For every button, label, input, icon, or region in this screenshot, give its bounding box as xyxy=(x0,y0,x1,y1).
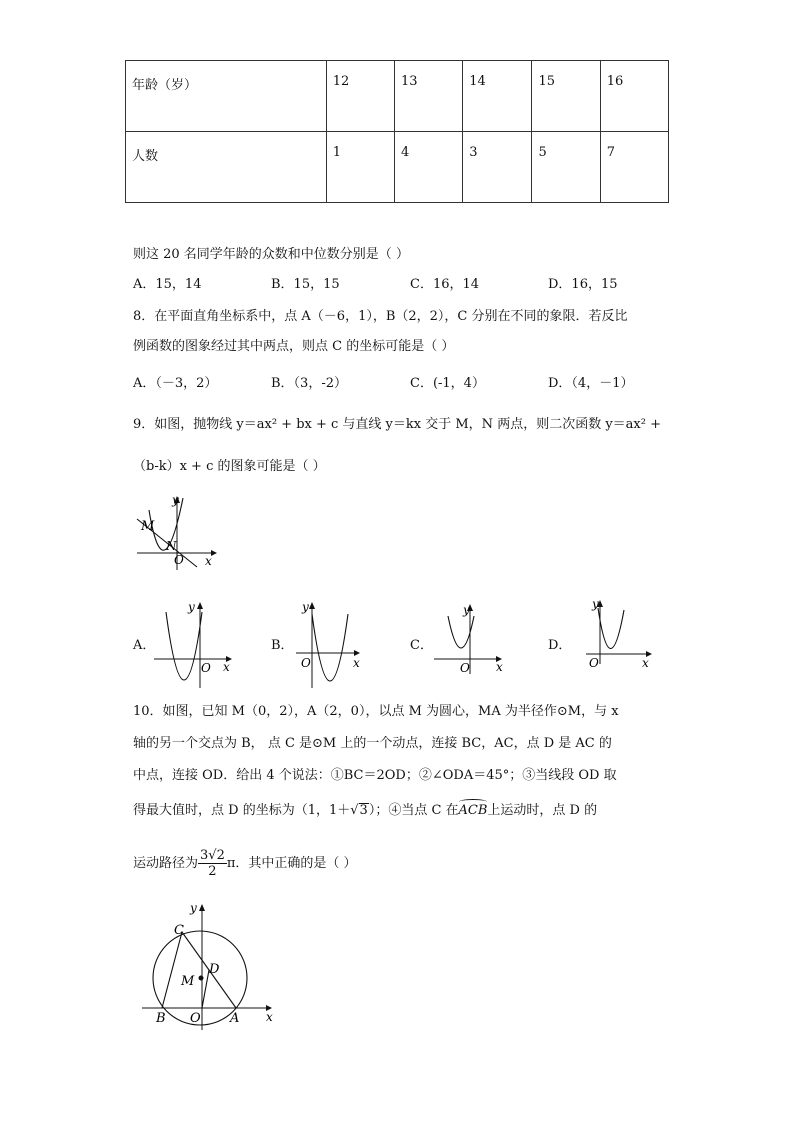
label-y: y xyxy=(190,901,197,915)
q9-option-b-label: B． xyxy=(271,638,294,653)
q10-line-4 xyxy=(133,802,597,820)
arrow-up-icon xyxy=(197,602,203,609)
q10-line-1: 10．如图，已知 M（0，2），A（2，0），以点 M 为圆心，MA 为半径作⊙M，与 x xyxy=(133,704,619,719)
label-a: A xyxy=(230,1011,240,1026)
table-row xyxy=(126,61,669,132)
label-n: N xyxy=(166,539,177,553)
q8-option-a: A．（－3，2） xyxy=(133,376,218,391)
label-c: C xyxy=(174,923,184,938)
label-m: M xyxy=(141,519,155,534)
label-x: x xyxy=(205,554,212,568)
q9-option-c-label: C． xyxy=(410,638,433,653)
q9-option-c-graph xyxy=(430,596,510,676)
label-x: x xyxy=(353,656,360,670)
x-axis-arrow-icon xyxy=(211,550,217,556)
q10-line-5-part-a: 运动路径为 xyxy=(133,856,199,871)
segment-bc xyxy=(162,932,182,1008)
q9-main-figure xyxy=(133,492,218,572)
q8-line-2: 例函数的图象经过其中两点，则点 C 的坐标可能是（ ） xyxy=(133,339,455,354)
q10-line-4-part-c: 上运动时，点 D 的 xyxy=(487,803,598,818)
table-cell: 3 xyxy=(463,132,532,203)
table-cell: 12 xyxy=(326,61,394,132)
label-x: x xyxy=(642,656,649,670)
table-cell: 7 xyxy=(600,132,668,203)
label-x: x xyxy=(223,660,230,674)
table-cell: 4 xyxy=(394,132,462,203)
arc-acb: ACB xyxy=(458,803,488,818)
sqrt-symbol: √ xyxy=(350,803,359,818)
age-table xyxy=(125,60,669,203)
table-cell: 年龄（岁） xyxy=(126,61,327,132)
point-m xyxy=(199,976,204,981)
fraction-numerator: 3√2 xyxy=(200,848,225,863)
label-y: y xyxy=(592,597,599,611)
arrow-up-icon xyxy=(309,602,315,609)
label-m: M xyxy=(181,974,195,989)
parabola-curve xyxy=(312,614,348,681)
q10-line-5 xyxy=(133,848,357,879)
q7-stem: 则这 20 名同学年龄的众数和中位数分别是（ ） xyxy=(133,247,409,262)
table-cell: 1 xyxy=(326,132,394,203)
parabola-curve xyxy=(598,608,624,649)
table-cell: 人数 xyxy=(126,132,327,203)
q9-option-a-label: A． xyxy=(133,638,156,653)
parabola-curve xyxy=(166,612,202,680)
label-b: B xyxy=(156,1011,166,1026)
q10-line-4-part-b: ）；④当点 C 在 xyxy=(368,803,459,818)
label-o: O xyxy=(460,661,470,675)
q9-option-b-graph xyxy=(292,596,382,691)
q7-option-c: C．16，14 xyxy=(410,277,480,292)
q9-line-1: 9．如图，抛物线 y＝ax² + bx + c 与直线 y＝kx 交于 M，N 两点，则二次函数 y＝ax² + xyxy=(133,417,661,432)
label-y: y xyxy=(302,600,309,614)
q10-line-2: 轴的另一个交点为 B， 点 C 是⊙M 上的一个动点，连接 BC，AC，点 D 是 AC 的 xyxy=(133,736,612,751)
y-axis-arrow-icon xyxy=(199,904,205,911)
fraction xyxy=(198,848,227,879)
label-o: O xyxy=(589,656,599,670)
q7-option-d: D．16，15 xyxy=(548,277,618,292)
table-cell: 16 xyxy=(600,61,668,132)
q8-option-c: C．(-1，4） xyxy=(410,376,485,391)
label-o: O xyxy=(201,661,211,675)
fraction-denominator: 2 xyxy=(208,864,217,879)
table-cell: 15 xyxy=(532,61,600,132)
q10-line-3: 中点，连接 OD．给出 4 个说法：①BC＝2OD；②∠ODA＝45°；③当线段 OD 取 xyxy=(133,768,617,783)
label-o: O xyxy=(301,656,311,670)
label-o: O xyxy=(174,553,184,567)
label-d: D xyxy=(209,962,220,977)
label-x: x xyxy=(266,1010,273,1024)
q9-line-2: （b-k）x + c 的图象可能是（ ） xyxy=(133,459,326,474)
table-row xyxy=(126,132,669,203)
q9-option-d-graph xyxy=(582,594,662,674)
q8-option-b: B．（3，-2） xyxy=(271,376,347,391)
q7-option-a: A．15，14 xyxy=(133,277,202,292)
q9-option-d-label: D． xyxy=(548,638,572,653)
sqrt-radicand: 3 xyxy=(359,803,368,818)
label-x: x xyxy=(496,660,503,674)
label-y: y xyxy=(463,603,470,617)
q10-line-5-part-b: π．其中正确的是（ ） xyxy=(226,856,357,871)
q8-option-d: D．（4，－1） xyxy=(548,376,634,391)
table-cell: 13 xyxy=(394,61,462,132)
q7-option-b: B．15，15 xyxy=(271,277,340,292)
table-cell: 5 xyxy=(532,132,600,203)
q8-line-1: 8．在平面直角坐标系中，点 A（－6，1），B（2，2），C 分别在不同的象限．若反比 xyxy=(133,309,628,324)
label-o: O xyxy=(190,1011,201,1026)
label-y: y xyxy=(172,493,179,507)
q9-option-a-graph xyxy=(150,596,240,691)
table-cell: 14 xyxy=(463,61,532,132)
label-y: y xyxy=(188,600,195,614)
q10-figure xyxy=(140,898,280,1033)
q10-line-4-part-a: 得最大值时，点 D 的坐标为（1，1＋ xyxy=(133,803,351,818)
segment-od xyxy=(202,970,209,1008)
